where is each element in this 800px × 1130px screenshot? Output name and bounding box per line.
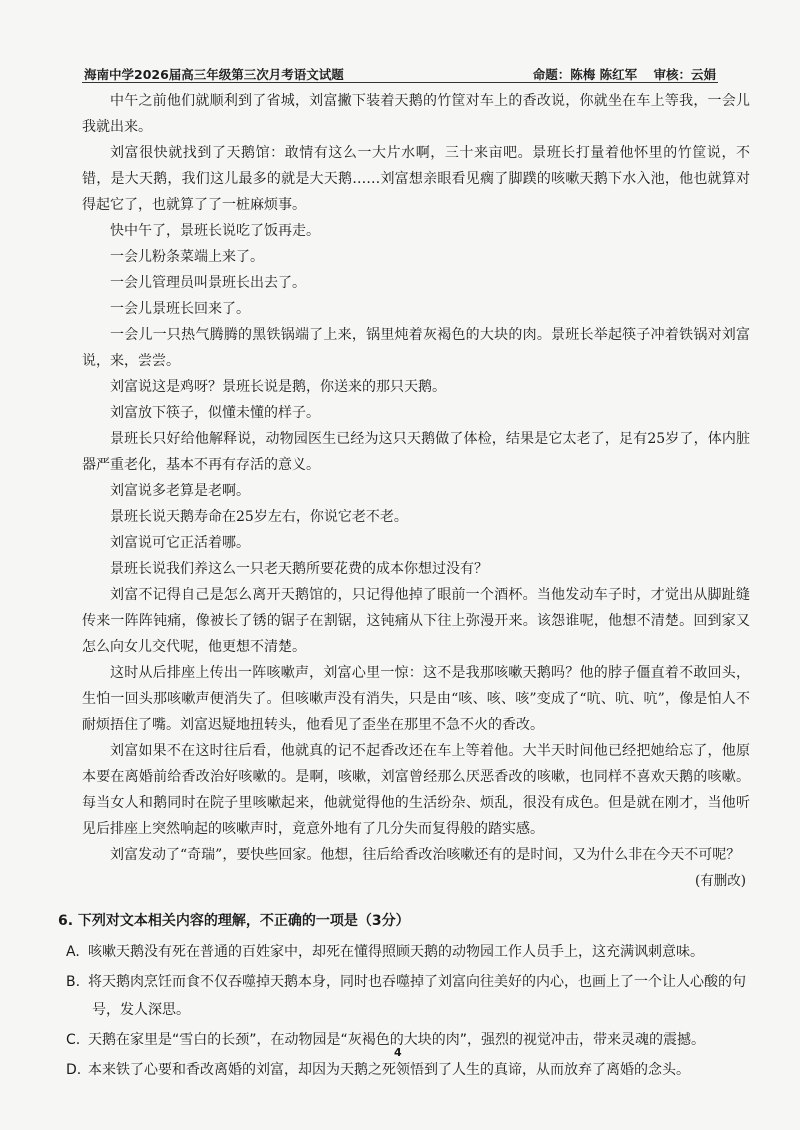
- option-a[interactable]: [66, 938, 750, 966]
- paragraph: 一会儿一只热气腾腾的黑铁锅端了上来，锅里炖着灰褐色的大块的肉。景班长举起筷子冲着铁锅对刘富说，来，尝尝。: [82, 327, 750, 369]
- option-d[interactable]: [66, 1056, 750, 1084]
- exam-title: 海南中学2026届高三年级第三次月考语文试题: [84, 67, 344, 82]
- option-letter: C.: [66, 1032, 81, 1048]
- paragraph: 快中午了，景班长说吃了饭再走。: [110, 223, 320, 239]
- question-stem: 6. 下列对文本相关内容的理解，不正确的一项是（3分）: [58, 913, 410, 929]
- header-credits: [521, 65, 716, 83]
- option-text: 本来铁了心要和香改离婚的刘富，却因为天鹅之死领悟到了人生的真谛，从而放弃了离婚的念头。: [88, 1062, 690, 1078]
- proposer-label: 命题：陈梅 陈红军: [532, 67, 638, 82]
- paragraph: 中午之前他们就顺利到了省城，刘富撇下装着天鹅的竹筐对车上的香改说，你就坐在车上等我，一会儿我就出来。: [82, 93, 750, 135]
- option-letter: A.: [66, 944, 80, 960]
- passage-content: [58, 88, 750, 1086]
- paragraph: 景班长说我们养这么一只老天鹅所要花费的成本你想过没有？: [110, 561, 488, 577]
- option-text: 天鹅在家里是“雪白的长颈”，在动物园是“灰褐色的大块的肉”，强烈的视觉冲击，带来灵魂的震撼。: [88, 1032, 706, 1048]
- answer-options: [66, 938, 750, 1084]
- paragraph: 刘富很快就找到了天鹅馆：敢情有这么一大片水啊，三十来亩吧。景班长打量着他怀里的竹筐说，不错，是大天鹅，我们这儿最多的就是大天鹅……刘富想亲眼看见瘸了脚蹼的咳嗽天鹅下水入池，他也就算对得起它了，也就算了了一桩麻烦事。: [82, 145, 750, 213]
- paragraph: 一会儿管理员叫景班长出去了。: [110, 275, 306, 291]
- option-b[interactable]: [66, 968, 750, 1024]
- paragraph: 刘富如果不在这时往后看，他就真的记不起香改还在车上等着他。大半天时间他已经把她给忘了，他原本要在离婚前给香改治好咳嗽的。是啊，咳嗽，刘富曾经那么厌恶香改的咳嗽，也同样不喜欢天鹅的咳嗽。每当女人和鹅同时在院子里咳嗽起来，他就觉得他的生活纷杂、烦乱，很没有成色。但是就在刚才，当他听见后排座上突然响起的咳嗽声时，竟意外地有了几分失而复得般的踏实感。: [82, 743, 750, 837]
- paragraph: 这时从后排座上传出一阵咳嗽声，刘富心里一惊：这不是我那咳嗽天鹅吗？他的脖子僵直着不敢回头，生怕一回头那咳嗽声便消失了。但咳嗽声没有消失，只是由“咳、咳、咳”变成了“吭、吭、吭”，像是怕人不耐烦捂住了嘴。刘富迟疑地扭转头，他看见了歪坐在那里不急不火的香改。: [82, 665, 750, 733]
- paragraph: 刘富说这是鸡呀？景班长说是鹅，你送来的那只天鹅。: [110, 379, 446, 395]
- paragraph: 一会儿景班长回来了。: [110, 301, 250, 317]
- option-c[interactable]: [66, 1026, 750, 1054]
- paragraph: 刘富发动了“奇瑞”，要快些回家。他想，往后给香改治咳嗽还有的是时间，又为什么非在今天不可呢？: [110, 847, 741, 863]
- paragraph: 景班长说天鹅寿命在25岁左右，你说它老不老。: [110, 509, 408, 525]
- option-text: 将天鹅肉烹饪而食不仅吞噬掉天鹅本身，同时也吞噬掉了刘富向往美好的内心，也画上了一个让人心酸的句号，发人深思。: [88, 974, 746, 1018]
- page-header: [82, 62, 718, 83]
- paragraph: 刘富放下筷子，似懂未懂的样子。: [110, 405, 320, 421]
- reviewer-label: 审核：云娟: [653, 67, 716, 82]
- paragraph: 景班长只好给他解释说，动物园医生已经为这只天鹅做了体检，结果是它太老了，足有25岁了，体内脏器严重老化，基本不再有存活的意义。: [82, 431, 750, 473]
- paragraph: 刘富说可它正活着哪。: [110, 535, 250, 551]
- paragraph: 刘富不记得自己是怎么离开天鹅馆的，只记得他掉了眼前一个酒杯。当他发动车子时，才觉出从脚趾缝传来一阵阵钝痛，像被长了锈的锯子在割锯，这钝痛从下往上弥漫开来。该怨谁呢，他想不清楚。回到家又怎么向女儿交代呢，他更想不清楚。: [82, 587, 750, 655]
- paragraph: 一会儿粉条菜端上来了。: [110, 249, 264, 265]
- source-note: (有删改): [694, 873, 746, 889]
- paragraph: 刘富说多老算是老啊。: [110, 483, 250, 499]
- page-number: 4: [394, 1046, 402, 1059]
- option-letter: D.: [66, 1062, 82, 1078]
- option-letter: B.: [66, 974, 81, 990]
- option-text: 咳嗽天鹅没有死在普通的百姓家中，却死在懂得照顾天鹅的动物园工作人员手上，这充满讽刺意味。: [88, 944, 704, 960]
